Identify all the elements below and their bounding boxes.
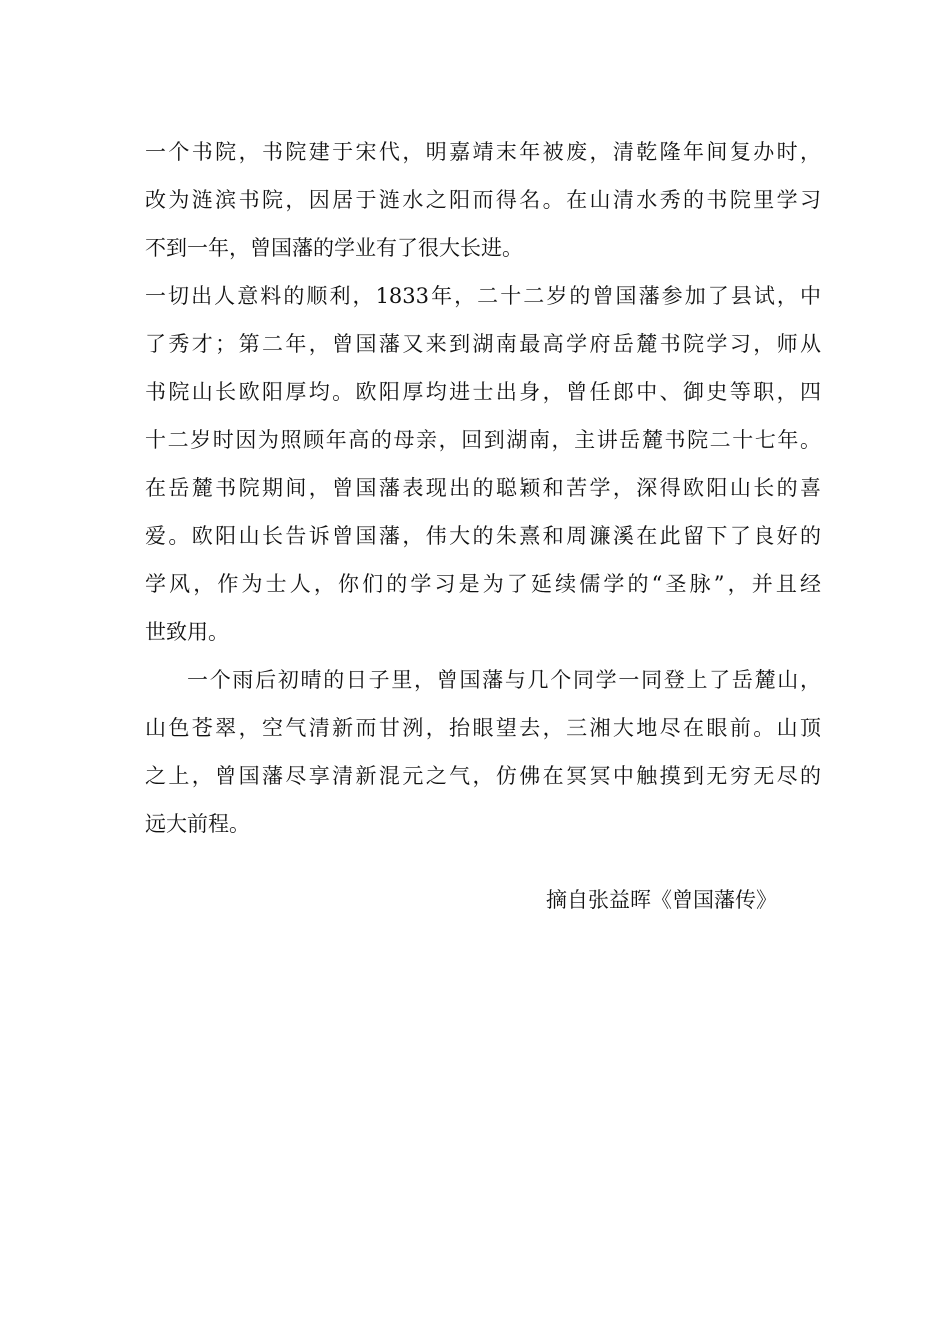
paragraph-2-line-5: 在岳麓书院期间，曾国藩表现出的聪颖和苦学，深得欧阳山长的喜 [145, 476, 821, 500]
paragraph-2-line-8: 世致用。 [145, 620, 229, 644]
paragraph-2-line-6: 爱。欧阳山长告诉曾国藩，伟大的朱熹和周濂溪在此留下了良好的 [145, 524, 821, 548]
paragraph-1-line-2: 改为涟滨书院，因居于涟水之阳而得名。在山清水秀的书院里学习 [145, 188, 821, 212]
paragraph-2-line-7: 学风，作为士人，你们的学习是为了延续儒学的“圣脉”，并且经 [145, 572, 821, 596]
source-attribution: 摘自张益晖《曾国藩传》 [546, 888, 777, 912]
paragraph-2-line-1: 一切出人意料的顺利，1833年，二十二岁的曾国藩参加了县试，中 [145, 284, 821, 308]
paragraph-1-line-1: 一个书院，书院建于宋代，明嘉靖末年被废，清乾隆年间复办时， [145, 140, 821, 164]
paragraph-3-line-1: 一个雨后初晴的日子里，曾国藩与几个同学一同登上了岳麓山， [187, 668, 821, 692]
paragraph-3-line-2: 山色苍翠，空气清新而甘洌，抬眼望去，三湘大地尽在眼前。山顶 [145, 716, 821, 740]
paragraph-3-line-4: 远大前程。 [145, 812, 250, 836]
paragraph-3-line-3: 之上，曾国藩尽享清新混元之气，仿佛在冥冥中触摸到无穷无尽的 [145, 764, 821, 788]
paragraph-2-line-4: 十二岁时因为照顾年高的母亲，回到湖南，主讲岳麓书院二十七年。 [145, 428, 821, 452]
paragraph-2-line-2: 了秀才；第二年，曾国藩又来到湖南最高学府岳麓书院学习，师从 [145, 332, 821, 356]
paragraph-1-line-3: 不到一年，曾国藩的学业有了很大长进。 [145, 236, 523, 260]
paragraph-2-line-3: 书院山长欧阳厚均。欧阳厚均进士出身，曾任郎中、御史等职，四 [145, 380, 821, 404]
